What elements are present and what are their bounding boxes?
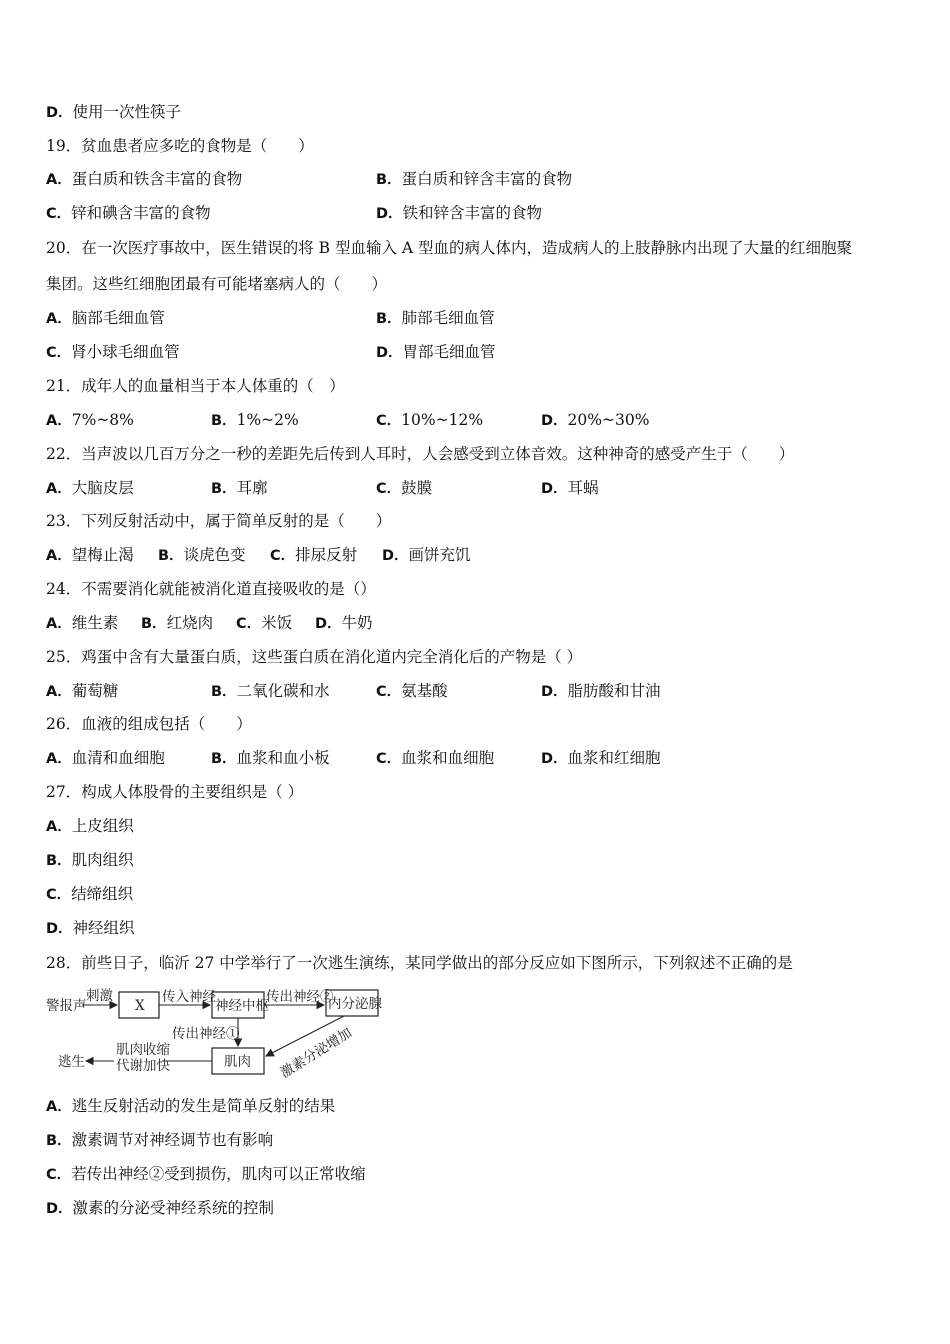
stimulus-label: 刺激 <box>86 988 113 1004</box>
q27-option-a[interactable]: A．上皮组织 <box>46 817 134 835</box>
q21-option-b[interactable]: B．1%~2% <box>211 411 299 429</box>
efferent-nerve-2-label: 传出神经② <box>266 989 334 1005</box>
q28-option-d[interactable]: D．激素的分泌受神经系统的控制 <box>46 1199 275 1217</box>
q21-option-a[interactable]: A．7%~8% <box>46 411 134 429</box>
q20-option-d[interactable]: D．胃部毛细血管 <box>376 343 496 361</box>
q25-option-b[interactable]: B．二氧化碳和水 <box>211 682 330 700</box>
q20-option-b[interactable]: B．肺部毛细血管 <box>376 309 495 327</box>
q22-option-d[interactable]: D．耳蜗 <box>541 479 599 497</box>
q23-option-c[interactable]: C．排尿反射 <box>270 546 358 564</box>
q24-option-d[interactable]: D．牛奶 <box>315 614 373 632</box>
q25-option-c[interactable]: C．氨基酸 <box>376 682 448 700</box>
endocrine-gland-label: 内分泌腺 <box>328 996 382 1012</box>
question-22-stem: 22．当声波以几百万分之一秒的差距先后传到人耳时，人会感受到立体音效。这种神奇的感受产生于（ ） <box>46 445 795 463</box>
q27-option-d[interactable]: D．神经组织 <box>46 919 135 937</box>
question-26-stem: 26．血液的组成包括（ ） <box>46 715 252 733</box>
q21-option-d[interactable]: D．20%~30% <box>541 411 650 429</box>
q28-option-c[interactable]: C．若传出神经②受到损伤，肌肉可以正常收缩 <box>46 1165 366 1183</box>
q20-option-a[interactable]: A．脑部毛细血管 <box>46 309 165 327</box>
question-28-stem: 28．前些日子，临沂 27 中学举行了一次逃生演练，某同学做出的部分反应如下图所示，下列叙述不正确的是 <box>46 954 793 972</box>
question-23-stem: 23．下列反射活动中，属于简单反射的是（ ） <box>46 512 392 530</box>
q26-option-b[interactable]: B．血浆和血小板 <box>211 749 330 767</box>
q25-option-d[interactable]: D．脂肪酸和甘油 <box>541 682 661 700</box>
question-25-stem: 25．鸡蛋中含有大量蛋白质，这些蛋白质在消化道内完全消化后的产物是（ ） <box>46 648 583 666</box>
question-19-stem: 19．贫血患者应多吃的食物是（ ） <box>46 137 314 155</box>
q19-option-c[interactable]: C．锌和碘含丰富的食物 <box>46 204 211 222</box>
q22-option-a[interactable]: A．大脑皮层 <box>46 479 134 497</box>
q27-option-b[interactable]: B．肌肉组织 <box>46 851 134 869</box>
q22-option-c[interactable]: C．鼓膜 <box>376 479 433 497</box>
q19-option-a[interactable]: A．蛋白质和铁含丰富的食物 <box>46 170 243 188</box>
question-20-stem-line1: 20．在一次医疗事故中，医生错误的将 B 型血输入 A 型血的病人体内，造成病人的上肢静脉内出现了大量的红细胞聚 <box>46 239 853 257</box>
list-item: D．使用一次性筷子 <box>46 103 182 121</box>
q26-option-c[interactable]: C．血浆和血细胞 <box>376 749 495 767</box>
q28-option-b[interactable]: B．激素调节对神经调节也有影响 <box>46 1131 274 1149</box>
x-label: X <box>135 998 145 1014</box>
escape-label: 逃生 <box>58 1054 85 1070</box>
q20-option-c[interactable]: C．肾小球毛细血管 <box>46 343 180 361</box>
efferent-nerve-1-label: 传出神经① <box>172 1026 240 1042</box>
q23-option-a[interactable]: A．望梅止渴 <box>46 546 134 564</box>
contract-label-1: 肌肉收缩 <box>116 1042 170 1058</box>
q26-option-a[interactable]: A．血清和血细胞 <box>46 749 165 767</box>
question-20-stem-line2: 集团。这些红细胞团最有可能堵塞病人的（ ） <box>46 275 388 293</box>
q21-option-c[interactable]: C．10%~12% <box>376 411 484 429</box>
q26-option-d[interactable]: D．血浆和红细胞 <box>541 749 661 767</box>
hormone-label: 激素分泌增加 <box>277 1024 355 1082</box>
q28-option-a[interactable]: A．逃生反射活动的发生是简单反射的结果 <box>46 1097 336 1115</box>
q27-option-c[interactable]: C．结缔组织 <box>46 885 134 903</box>
q19-option-d[interactable]: D．铁和锌含丰富的食物 <box>376 204 543 222</box>
q23-option-b[interactable]: B．谈虎色变 <box>158 546 246 564</box>
q24-option-b[interactable]: B．红烧肉 <box>141 614 214 632</box>
reflex-flow-diagram <box>44 984 384 1084</box>
alarm-label: 警报声 <box>46 998 87 1014</box>
q22-option-b[interactable]: B．耳廓 <box>211 479 268 497</box>
question-27-stem: 27．构成人体股骨的主要组织是（ ） <box>46 783 304 801</box>
q23-option-d[interactable]: D．画饼充饥 <box>382 546 471 564</box>
q24-option-a[interactable]: A．维生素 <box>46 614 119 632</box>
q24-option-c[interactable]: C．米饭 <box>236 614 293 632</box>
question-21-stem: 21．成年人的血量相当于本人体重的（ ） <box>46 377 345 395</box>
question-24-stem: 24．不需要消化就能被消化道直接吸收的是（） <box>46 580 376 598</box>
q19-option-b[interactable]: B．蛋白质和锌含丰富的食物 <box>376 170 573 188</box>
nerve-center-label: 神经中枢 <box>215 998 269 1014</box>
contract-label-2: 代谢加快 <box>116 1058 170 1074</box>
q25-option-a[interactable]: A．葡萄糖 <box>46 682 119 700</box>
afferent-nerve-label: 传入神经 <box>162 989 216 1005</box>
muscle-label: 肌肉 <box>224 1054 251 1070</box>
